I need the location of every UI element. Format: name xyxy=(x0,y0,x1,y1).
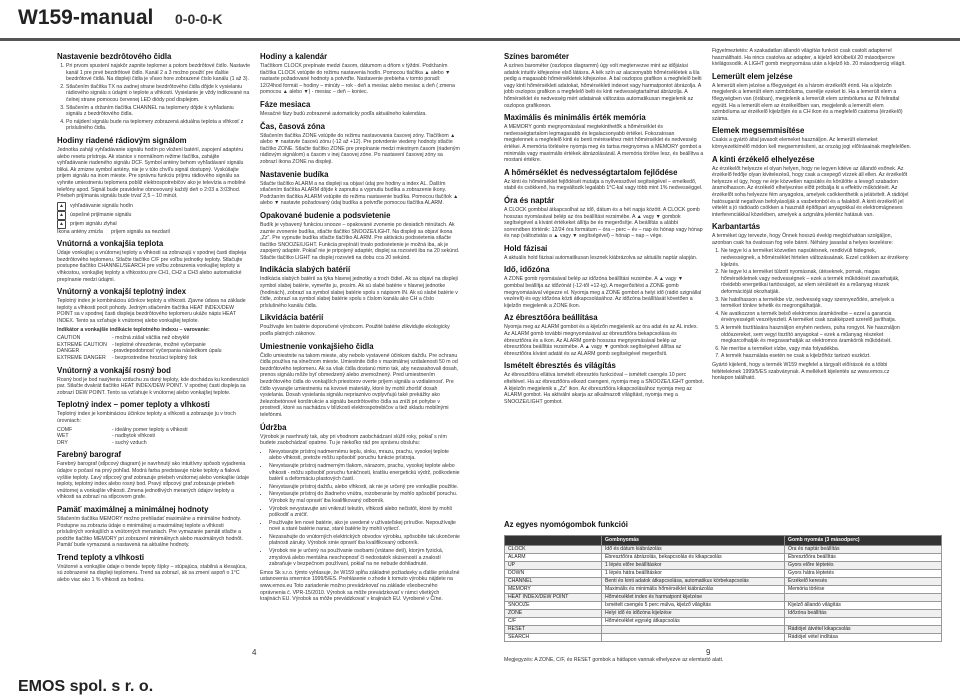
maintenance-hu-item: 1. Ne tegye ki a terméket közvetlen napsütésnek, rendkívüli hidegnek, nedvességnek, a hőmérséklet hirtelen változásaának. Ezzel csökken az érzékeny kijelzés. xyxy=(721,248,912,268)
warning-row xyxy=(57,342,250,349)
declaration-hu-text: Gyártó kijelenti, hogy a termék W159 megfelel a tárgyalt előírások és a többi feltételeknek 1999/5/ES szabványnak. A mellékelt kijelentés az www.emos.cz honlapon található. xyxy=(712,361,890,382)
table-cell: Ébresztőóra beállítás xyxy=(785,553,942,561)
table-cell: SEARCH xyxy=(505,633,602,641)
antenna-lost-icon: ▲ xyxy=(57,220,66,229)
heading-disposal: Likvidácia batérií xyxy=(260,313,324,323)
warning-desc: -pravdepodobnosť vyčerpania následkom úpalu xyxy=(112,348,222,355)
radio-clock-text: Jednotka zahájí vyhľadávanie signálu hodín po vložení batérií, zapojení adaptéru alebo resetu prístroja. Ak stanice v normálnom režime tlačítka, zahájite vyhľadávanie riadeného signálu DCF. Symbol antény behom vyhľadávaní signálu bliká. Ak zmizne symbol antény, nie je v túto chvíľu signál dostupný. Vyskúšajte prijem signálu na inom mieste. Pre správnu funkciu príjmu rádiového signálu sa vyhnite umiestneniu teplomera pobliž elektrospotrebičov ako je televízia a mobilné telefóny apod. Signál bude pravidelne obnovovaný každý deň o 2:03 a 3:03hod. Priebeh prijímania signálu bude trvať 2,5 – 10 minút. xyxy=(57,146,246,200)
snooze-text: Budík je vybavený funkciou snooze – opakované zvonenie po desiatich minútach. Ak zaznie zvonenie budíka, stlačte tlačítko SNOOZE/LIGHT. Na displeji sa objaví ikona „Zz". Pre vypnutie budíka stlačte tlačítko ALARM. Pre aktiváciu podsvietenia stlačte tlačítko SNOOZE/LIGHT. Funkcia prepínátí trvalo podsvietenie je možná iba, ak je zapojený adaptér. Pokiaľ nie je pripojený adaptér, displej sa rozsvieti iba na 20 sekúnd. Stlačte tlačítko LIGHT na displej rozsvieti na dobu cca 20 sekúnd. xyxy=(260,221,460,261)
dew-point-text: Rosný bod je bod nasýtenia vzduchu za daný teploty, kde dochádza ku kondenzácii par. Stlačte dvakrát tlačítko HEAT INDEX/DEW POINT. V spodnej časti displeja sa zobrazí DEW POINT. Tento sa vzťahuje k vnútornej alebo vonkajšej teplote. xyxy=(57,376,249,396)
maintenance-hu-item: 4. Ne avatkozzon a termék belső elektromos áramköreibe – ezzel a garancia érvényességét veszélyezteti. A terméket csak szakképzett szerelő javíthatja. xyxy=(721,311,912,324)
warning-row xyxy=(57,348,250,355)
table-cell: Ébresztőóra ábrázolás, bekapcsolás és kikapcsolás xyxy=(602,553,785,561)
maintenance-hu-item: 6. Ne merítse a terméket vízbe, vagy más folyadékba. xyxy=(721,346,912,353)
table-row xyxy=(505,593,942,601)
table-cell: RESET xyxy=(505,625,602,633)
table-row xyxy=(505,577,942,585)
manual-code: 0-0-0-K xyxy=(175,11,223,27)
comfort-desc: - suchý vzduch xyxy=(112,439,147,446)
warning-desc: - možná zášal väčšia než obvyklé xyxy=(112,335,190,342)
heading-alarm-hu: Az ébresztőóra beállítása xyxy=(504,313,598,323)
comfort-level: COMF xyxy=(57,426,73,433)
heading-barograph: Farebný barograf xyxy=(57,450,122,460)
table-cell: Óra és naptár beállítás xyxy=(785,545,942,553)
function-table xyxy=(504,535,942,642)
table-header-row xyxy=(505,536,942,546)
signal-legend-row xyxy=(57,229,250,236)
setup-step: 4. Po nájdení signálu bude na teplomery zobrazená aktuálna teplota a vlhkosť z príslušného čidla. xyxy=(66,119,250,132)
heading-low-battery-hu: Lemerült elem jelzése xyxy=(712,71,793,81)
table-row xyxy=(505,585,942,593)
heading-disposal-hu: Elemek megsemmisítése xyxy=(712,126,805,136)
low-battery-text: Indikácia slabých batérií sa týka hlavnej jednotky a troch čidiel. Ak sa objaví na displeji symbol slabej batérie, vymeňte ju, prosím. Ak sú slabé batérie v hlavnej jednotke (hodinách), zobrazí sa symbol slabej batérie spolu s nápisom IN. Ak sú slabé batérie v čidle, zobrazí sa symbol slabej batérie spolu s číslom kanálu ako CH a číslo príslušného kanálu čidla. xyxy=(260,276,458,309)
maintenance-hu-item: 7. A termék használata esetén ne csak a kijelzőhöz tartozó eszközt. xyxy=(721,353,912,360)
table-cell: UP xyxy=(505,561,602,569)
table-cell: Ismételt csengés 5 perc múlva, kijelző világítás xyxy=(602,601,785,609)
table-cell xyxy=(785,593,942,601)
antenna-success-icon: ▲ xyxy=(57,211,66,220)
column-3 xyxy=(504,48,704,407)
declaration-text: Emos Sk s.r.o. týmto vyhlasuje, že W159 spĺňa základné požiadavky a ďalšie príslušné ustanovenia smernice 1999/5/ES. Prehlásenie o zhode k tomuto výrobku nájdete na www.emos.eu Toto zariadenie možno prevádzkovať na základe všeobecného oprávnenia č. VPR-15/2010. Výrobok sa môže prevádzkovať v rámci všetkých krajinách EU. Výrobok sa môže prevádzkovať v krajinách EU. Vyrobené v Číne. xyxy=(260,569,460,603)
heading-temp-trend: A hőmérséklet és nedvességtartalom fejlődése xyxy=(504,167,678,177)
time-zone-hu-text: A ZONE gomb nyomásával belép az időzóna beállítási rezsimbe. A ▲ vagy ▼ gombbal beállítja az időzónát (-12-től +12-ig). A megerősítést a ZONE gomb megnyomásával végezze el. Nyomja meg a ZONE gombot a helyi idő (rádió szignállal vezérelt) és egy időzóna közti átkapcsolásához. Az időzóna beállítását követően a kijelzőn megjelenik a ZONE ikon. xyxy=(504,276,702,309)
table-cell: Gyors hátra léptetés xyxy=(785,569,942,577)
table-cell: Rádiójel átvétel kikapcsolás xyxy=(785,625,942,633)
maintenance-item: • Nevystavujte prístroj nadmerným tlakom, nárazom, prachu, vysokej teplote alebo vlhkosti - môžu spôsobiť poruchu funkčnosti, kratšiu energetickú výdrž, poškodenie batérií a deformáciu plastových častí. xyxy=(269,463,460,483)
warning-level: CAUTION xyxy=(57,335,81,342)
table-cell: Idő és dátum kiábrázolás xyxy=(602,545,785,553)
maintenance-hu-item: 2. Ne tegye ki a terméket túlzott nyomásnak, ütéseknek, pornak, magas hőmérsékletnek vagy nedvességnek – ezek a termék működését zavarhatják, rövidebb energetikai tartósságot, az elem sérülését és a műanyag részek deformációját okozhatják. xyxy=(721,269,912,295)
signal-legend-label: vyhľadávanie signálu hodín xyxy=(70,202,133,209)
heading-time-zone: Čas, časová zóna xyxy=(260,121,326,131)
table-cell: ALARM xyxy=(505,553,602,561)
signal-legend-row xyxy=(57,220,250,229)
heading-max-min-memory: Maximális és minimális érték memória xyxy=(504,113,646,123)
table-cell: 1 lépés előre beállításkor xyxy=(602,561,785,569)
heading-color-barometer: Színes barométer xyxy=(504,52,569,61)
table-cell: DOWN xyxy=(505,569,602,577)
comfort-level: WET xyxy=(57,433,69,440)
heading-trend: Trend teploty a vlhkosti xyxy=(57,552,145,562)
function-table-note: Megjegyzés: A ZONE, C/F, és RESET gombok a hátlapon vannak elhelyezve az elemtartó alatt. xyxy=(504,657,724,663)
maintenance-item: • Výrobok nevystavujte ani vniknutí tekutín, vlhkosti alebo nečistôt, ktoré by mohli poškodiť a zničiť. xyxy=(269,506,460,519)
maintenance-item: • Nevystavujte prístroj dažďu, alebo vlhkosti, ak nie je určený pre vonkajšie použitie. xyxy=(269,484,460,491)
heading-snooze-hu: Ismételt ébresztés és világítás xyxy=(504,361,616,371)
table-row xyxy=(505,617,942,625)
heading-clock-calendar: Hodiny a kalendár xyxy=(260,52,328,61)
manual-title: W159-manual xyxy=(18,6,154,29)
heading-maintenance: Údržba xyxy=(260,422,287,432)
alarm-hu-text: Nyomja meg az ALARM gombot és a kijelzőn megjelenik az óra adat és az AL index. Az ALARM gomb további megnyomásával az ébresztőóra bekapcsolása és ébresztőóra és a ikon. Az ALARM gomb hosszas megnyomásával belép az ébresztőóra beállítás rezsimébe. A ▲ vagy ▼ gombok segítségével állítsa az ébresztőóra kívánt adatát és az ALARM gomb segítségével megerősíti. xyxy=(504,324,698,357)
low-battery-hu-text: A lemerült elem jelzése a főegységet és a három érzékelőt érinti. Ha a kijelzőn megjelenik a lemerült elem szimbóluma, cserélje ezeket ki. Ha a lemerült elem a főegységben van (órában), megjelenik a lemerült elem szimbóluma az IN felirattal együtt. Ha a lemerült elem az érzékelőben van, megjelenik a lemerült elem szimbóluma az érzékelő kijelzőjén és a CH ikon és a megfelelő csatorna (érzékelő) száma. xyxy=(712,82,903,122)
column-2 xyxy=(260,48,460,605)
warning-desc: - teplotné ohrezdenie, možné vyčerpanie xyxy=(112,341,206,348)
heading-comfort-index: Teplotný index – pomer teploty a vlhkosti xyxy=(57,400,210,410)
table-cell: Gyors előre léptetés xyxy=(785,561,942,569)
maintenance-item: • Nezasahujte do vnútorných elektrických obvodov výrobku, spôsobíte tak ukončenie platnosti záruky. Výrobok smie opraviť iba kvalifikovaný odborník. xyxy=(269,534,460,547)
table-cell: Hőmérséklet egység átkapcsolás xyxy=(602,617,785,625)
table-cell: 1 lépés hátra beállításkor xyxy=(602,569,785,577)
maintenance-item: • Nevystavujte prístroj nadmernému teplu, slnku, mrazu, prachu, vysokej teplote alebo vlhkosti, pretože môžu spôsobiť poruchu funkcie prístroja. xyxy=(269,449,460,462)
disposal-hu-text: Csakis a gyártó által javasolt elemeket használjon. Az lemerült elemeket környezetkímélő módon kell megsemmisíteni, az ország jogi előírásainak megfelelően. xyxy=(712,137,911,150)
comfort-index-text: Teplotný index je kombináciou účinkov teploty a vlhkosti a zobrazuje ju v troch úrovniach: xyxy=(57,411,236,424)
moon-phase-text: Mesačné fázy budú zobrazené automaticky podľa aktuálneho kalendára. xyxy=(260,110,427,117)
warning-row xyxy=(57,355,250,362)
table-cell: Maximális és minimális hőmérséklet kiábrázolás xyxy=(602,585,785,593)
heading-clock-calendar-hu: Óra és naptár xyxy=(504,195,555,205)
heading-maintenance-hu: Karbantartás xyxy=(712,222,761,232)
signal-legend-label: príjem signálu sa nezdaril xyxy=(111,228,170,235)
comfort-row xyxy=(57,427,250,434)
table-cell: ZONE xyxy=(505,609,602,617)
table-cell: Hőmérséklet index és harmatpont kijelzése xyxy=(602,593,785,601)
signal-legend-row xyxy=(57,211,250,220)
maintenance-item: • Nevystavujte prístroj do žiadneho vnútra, rozoberanie by mohlo spôsobiť poruchu. Výrobok by mal opraviť iba kvalifikovaný odborník. xyxy=(269,491,460,504)
function-table-title: Az egyes nyomógombok funkciói xyxy=(504,520,628,529)
table-cell: Memória törlése xyxy=(785,585,942,593)
heading-temperature: Vnútorná a vonkajšia teplota xyxy=(57,239,164,249)
temperature-text: Údaje vonkajšej a vnútornej teploty a vlhkosti sa zobrazujú v spodnej časti displeja bezdrôtového teplomeru. Stlačte tlačítko C/F pre voľbu jednotky teploty. Stlačujte postupne tlačítko CHANNEL/SEARCH pre voľbu zobrazenia vonkajšej teploty a vlhkostou, vonkajšej teploty a vlhkostou pre CH1, CH2 a CH3 alebo automatické prepínanie medzi údajmi. xyxy=(57,250,247,283)
max-min-memory-text: A MEMORY gomb megnyomásával megtekinthetők a hőmérséklet és nedvességtartalom legmagasabb és legalacsonyabb értékei. Fokozatosan megjelennek a megfelelő kinti és benti mérésekhez mért hőmérséklet és nedvesség értékei. A memória törlésére nyomja meg és tartsa megnyomva a MEMORY gombot a minimális vagy maximális értékek ábrázolásánál. A memória törölve lesz, és beállítva a mostani értékre. xyxy=(504,124,704,164)
warning-note: Figyelmeztetés: A szakadatlan állandó világítás funkció csak csatolt adapterrel használtható. Ha nincs csatolva az adapter, a kijelző körülbelül 20 másodpercre kivilágosodik. A LIGHT gomb megnyomása után a kijelző kb. 20 másodpercig világít. xyxy=(712,48,906,68)
maintenance-hu-text: A terméket úgy tervezte, hogy Önnek hosszú évekig megbízhatóan szolgáljon, azonban csak ha óvatosan fog vele bánni. Néhány javaslat a helyes kezelésre: xyxy=(712,233,894,246)
alarm-text: Stlačte tlačítko ALARM a na displeji sa objaví údaj pre hodiny a index AL. Ďalším stlačením tlačítka ALARM dôjde k zapnutiu a vypnutiu budíka a zobrazenie ikony. Podržaním tlačítka ALARM vstúpite do režimu nastavenie budíka. Pomocou tlačítok ▲ alebo ▼ nastavte požadovaný údaj budíka a potvrďte pomocou tlačítka ALARM. xyxy=(260,180,459,207)
table-row xyxy=(505,553,942,561)
column-4 xyxy=(712,48,912,384)
heading-moon-phase: Fáze mesiaca xyxy=(260,99,311,109)
heading-time-zone-hu: Idő, időzóna xyxy=(504,265,550,275)
maintenance-list xyxy=(260,449,460,568)
comfort-level: DRY xyxy=(57,439,68,446)
column-1 xyxy=(57,48,250,586)
heading-sensor-setup: Nastavenie bezdrôtového čidla xyxy=(57,52,172,61)
heading-moon-phase-hu: Hold fázisai xyxy=(504,243,548,253)
table-header xyxy=(505,536,602,546)
warning-desc: - bezprostredne hrozíaci teplotný šok xyxy=(112,355,198,361)
heading-memory: Pamäť maximálnej a minimálnej hodnoty xyxy=(57,504,209,514)
sensor-placement-text: Čidlo umiestnite na takom mieste, aby nebolo vystavené účinkom dažďu. Pre ochranu čidla používa na slnečnom mieste. Umiestnite čidlo v maximálnej vzdialenosti 50 m od bezdrôtového teplomeru. Ak sa však čidla dostanú mimo tak, aby nezasahovali dosah, prenos signálu môže byť obmedzený alebo znemožnený. Pred umiestnením bezdrôtového čidla do vonkajších priestorov overte príjem signálu a vzdialenosť. Pre čidlo vyvarujte umiestneniu na kovové materiály, ktoré by mohli zhoršiť dosah vysielania. Dosah vysielania signálu nepriaznivo ovplyvňujú také prekážky ako železobetónové konštrukcie a signálu bezdrôtového čidla sa zníži pri pohybe v prostredí, ktoré sa nachádza v blízkosti elektrospotrebičov a tiež skladu mobilnými telefónmi. xyxy=(260,352,459,418)
heading-sensor-placement: Umiestnenie vonkajšieho čidla xyxy=(260,341,374,351)
page-number-left: 4 xyxy=(252,648,257,657)
comfort-row xyxy=(57,433,250,440)
comfort-desc: - nadbytok vlhkosti xyxy=(112,433,155,440)
barograph-text: Farebný barograf (stĺpcový diagram) je navrhnutý ako intuitívny spôsob vyjadrenia údajov o počasí na prvý pohľad. Modrá farba predstavuje nízke teploty a fialová vyššie teploty. Ľavý stĺpcový graf zobrazuje priebeh vnútornej alebo vonkajšie údaje teploty, teplotný index alebo rosný bod. Pravý stĺpcový graf zobrazuje priebeh vnútornej a vonkajšie vlhkosti. Zmena jednotlivých meraných údajov teploty a vlhkosti sa zobrazí na stĺpcovom grafe. xyxy=(57,461,249,501)
heading-heat-index: Vnútorný a vonkajší teplotný index xyxy=(57,287,187,297)
memory-text: Stlačením tlačítka MEMORY možno prehliadať maximálne a minimálne hodnoty. Postupne sa zobrazia údaje o minimálnej a maximálnej teplote a vlhkosti príslušných vonkajších a vnútorných meraniach. Pre vymazanie pamäti stlačte a podržte tlačítko MEMORY pri zobrazení minimálnych alebo maximálnych hodnôt. Pamäť bude vymazaná a nastavená na aktuálne hodnoty. xyxy=(57,515,244,549)
heat-index-warning-title: Indikátor a vonkajšie indikácie teplotného indexu – varovanie: xyxy=(57,326,210,333)
table-cell: CLOCK xyxy=(505,545,602,553)
setup-step: 2. Stlačením tlačítka TX na zadnej strane bezdrôtového čidla dôjde k vysielaniu rádiového signálu s údajmi o teplote a vlhkosti. Vysielanie je vždy indikované na čelnej strane pomocou červenej LED diódy pod displejom. xyxy=(66,84,250,104)
trend-text: Vnútorné a vonkajšie údaje o trende tepoty šípky – stúpajúca, stabilná a klesajúca, sú zobrazené na displeji teplomeru. Trend sa zobrazí, ak sa zmení aspoň o 1°C alebo viac ako 1 % vlhkosti za hodinu. xyxy=(57,563,247,584)
warning-level: EXTREME DANGER xyxy=(57,355,106,361)
table-cell xyxy=(602,633,785,641)
maintenance-item: • Používajte len nové batérie, ako je uvedené v užívateľskej príručke. Nepoužívajte nové a staré batérie naraz, staré batérie by mohli vytiecť. xyxy=(269,520,460,533)
warning-row xyxy=(57,335,250,342)
table-cell: SNOOZE xyxy=(505,601,602,609)
setup-step: 1. Pri prvom spustení najskôr zapnite teplomer a potom bezdrôtové čidlo. Nastavte kanál 1 pre prvé bezdrôtové čidlo. Kanál 2 a 3 možno použiť pre ďalšie bezdrôtové čidlá. Na displeji čidla je vľavo hore zobrazené číslo kanálu (1 až 3). xyxy=(66,63,250,83)
table-row xyxy=(505,561,942,569)
heading-low-battery: Indikácia slabých batérií xyxy=(260,265,351,275)
signal-legend-label: prijem signálu zlyhal xyxy=(70,220,117,227)
setup-step: 3. Stlačením a držaním tlačítka CHANNEL na teplomery dôjde k vyhľadaniu signálu z bezdrôtového čidla. xyxy=(66,105,250,118)
table-row xyxy=(505,569,942,577)
table-cell: MEMORY xyxy=(505,585,602,593)
maintenance-hu-item: 3. Ne hatolhasson a termékbe víz, nedvesség vagy szennyeződés, amelyek a terméket tönkre tehetik és megrongálhatják. xyxy=(721,297,912,310)
maintenance-hu-item: 5. A termék tisztítására használjon enyhén nedves, puha rongyot. Ne használjon oldószereket, sem vegyi tisztító anyagokat – ezek a műanyag részeket megkarcolhatják és megzavarhatják az elektromos áramkörök működését. xyxy=(721,325,912,345)
heading-radio-clock: Hodiny riadené rádiovým signálom xyxy=(57,135,187,145)
disposal-text: Používajte len batérie doporučené výrobcom. Použité batérie zlikvidujte ekologicky podľa platných zákonov. xyxy=(260,324,450,338)
table-header: Gomb nyomás (3 másodperc) xyxy=(785,536,942,546)
heading-snooze: Opakované budenie a podsvietenie xyxy=(260,210,391,220)
color-barometer-text: A színes barométer (oszlopos diagramm) úgy volt megtervezve mint az időjárási adatok intuitív kifejezése első látásra. A kék szín az alacsonyabb hőmérsékletek a lila pedig a magasabb hőmérsékletek kifejezése. A bal oszlopos grafikon a megfelelő belti vagy kinti hőmérsékleti adatokat, hőmérsékleti indexet vagy harmatpontot ábrázolja. A jobb oszlopos grafikon a megfelelő belti és kinti nedvességtartalmat ábrázolja. A hőmérséklet és nedvesség mért adatainak változása automatikusan megjelenik az oszlopos grafikonon. xyxy=(504,63,702,109)
sensor-placement-hu-text: Az érzékelőt helyezze el olyan helyen, hogy ne legyen kitéve az állandó esőnek. Az érzékelő fedője olyan kivitelezésű, hogy csak a csepegő vízzek áll ellen. Az érzékelőt helyezze el úgy, hogy ne érje közvetlen napsütés és körülötte a levegő szabadon áramolhasson. Az érzékelő elhelyezése előtt próbálja ki a effektív működését. Az érzékelőt soha helyezze fém anyagokra, amelyek csökkenthetik a jelátvitelt. A rádiójel hatósugarát negatívan befolyásolják a vasbetonból és a falakból. A kinti érzékelő jel vételét a jó rádióadó csökken a használt építőipari anyagokkal és elektromágneses interferenciákkal közelében, amelyek a szignálra jelentéz hatásuk van. xyxy=(712,165,909,218)
table-cell: Rádiójel vétel indítása xyxy=(785,633,942,641)
signal-legend-label: úspešné prijímanie signálu xyxy=(70,211,132,218)
table-row xyxy=(505,609,942,617)
table-cell: Időzóna beállítás xyxy=(785,609,942,617)
maintenance-item: • Výrobok nie je určený na používanie osobami (vrátane detí), ktorým fyzická, zmyslová alebo mentálna neschopnosť či nedostatok skúseností a znalostí zabraňuje v bezpečnom používaní, pokiaľ na ne nebude dohliadnuté. xyxy=(269,548,460,568)
clock-calendar-text: Tlačítkom CLOCK prepínate medzi časom, dátumom a dňom v týždni. Podržaním tlačítka CLOCK vstúpite do režimu nastavenia hodín. Pomocou tlačítka ▲ alebo ▼ nastavte požadované hodnoty a potvrďte. Nastavenie prebieha v tomto poradí: 12/24hod formát – hodiny – minúty – rok - deň a mesiac alebo mesiac a deň ( zmena pomocou ▲ alebo ▼) - mesiac – deň – koniec. xyxy=(260,63,455,96)
warning-level: DANGER xyxy=(57,348,80,355)
setup-steps xyxy=(57,63,250,132)
heading-alarm: Nastavenie budíka xyxy=(260,169,329,179)
clock-calendar-hu-text: A CLOCK gombbal átkapcsolhat az idő, dátum és a hét napja között. A CLOCK gomb hosszas nyomásával belép az óra beállítási rezsimébe. A ▲ vagy ▼ gombok segítségével a kívánt értékeket állítja be és megerősítje. A beállítás a alábbi sorrendben történik: 12/24 óra formátum – óra – perc – év – nap és hónap vagy hónap és nap (változtatás a ▲ vagy ▼ segítségével) – hónap – nap – vége. xyxy=(504,206,703,240)
time-zone-text: Stlačením tlačítka ZONE vstúpite do režimu nastavovania časovej zóny. Tlačítkom ▲ alebo ▼ nastavte časovú zónu (-12 až +12). Pre potvrdenie viedeny hodnoty stlačte tlačítko ZONE. Stlačte tlačítko ZONE pre prepínanie medzi miestnym časom (riadeným rádiovým signálom) a časom v inej časovej zóne. Po nastavení časovej zóny sa zobrazí ikona ZONE na displeji. xyxy=(260,132,460,165)
signal-legend-row xyxy=(57,202,250,211)
snooze-hu-text: Az ébresztőóra ellátva ismételt ébresztés funkcióval – ismételt csengés 10 perc elteltével. Ha az ébresztőóra elkezd csengeni, nyomja meg a SNOOZE/LIGHT gombot. A kijelzőn megjelenik a „Zz" ikon. Az ébresztőóra kikapcsolásához nyomja meg az ALARM gombot. Ha aktiválni akarja az alkalmazott világítást, nyomja meg a SNOOZE/LIGHT gombot. xyxy=(504,372,705,405)
heading-dew-point: Vnútorný a vonkajší rosný bod xyxy=(57,365,171,375)
table-cell xyxy=(602,625,785,633)
page-header xyxy=(0,0,960,41)
signal-legend-label: Ikona antény zmizla xyxy=(57,228,103,235)
heading-sensor-placement-hu: A kinti érzékelő elhelyezése xyxy=(712,154,815,164)
maintenance-text: Výrobok je navrhnutý tak, aby pri vhodnom zaobchádzaní slúžil roky, pokiaľ s ním budete zaobchádzať opatrne. Tu je niekoľko rád pre správnu obsluhu: xyxy=(260,433,447,447)
table-row xyxy=(505,601,942,609)
comfort-desc: - ideálny pomer teploty a vlhkosti xyxy=(112,426,188,433)
temp-trend-text: Az kinti és hőmérséklet fejlődését mutatja a nyílvesszővel segítségével – emelkedő, stabil és csökkenő, ha megváltozik legalább 1°C-kal vagy több mint 1% nedvességgel. xyxy=(504,178,703,192)
table-cell: Benti és kinti adatok átkapcsolása, automatikus körbekapcsolás xyxy=(602,577,785,585)
company-name: EMOS spol. s r. o. xyxy=(18,678,154,695)
table-cell xyxy=(785,617,942,625)
table-header: Gombnyomás xyxy=(602,536,785,546)
moon-phase-hu-text: A aktuális hold fázisai automatikusan lesznek kiábrázolva az aktuális naptár alapján. xyxy=(504,254,698,261)
table-cell: Helyi idő és időzóna kijelzése xyxy=(602,609,785,617)
table-cell: CHANNEL xyxy=(505,577,602,585)
page-number-right: 9 xyxy=(706,648,711,657)
table-cell: Érzékelő keresés xyxy=(785,577,942,585)
comfort-row xyxy=(57,440,250,447)
antenna-searching-icon: ▲ xyxy=(57,202,66,211)
table-cell: HEAT INDEX/DEW POINT xyxy=(505,593,602,601)
maintenance-hu-list xyxy=(712,248,912,360)
table-row xyxy=(505,545,942,553)
table-row xyxy=(505,633,942,641)
heat-index-text: Teplotný index je kombináciou účinkov teploty a vlhkosti. Zjavne údava na základe teploty a vlhkosti pocit pohody. Jedným stlačením tlačítka HEAT INDEX/DEW POINT sa v spodnej časti displeja bezdrôtového teplomeru ukáže nápis HEAT INDEX. Tento sa vzťahuje k vnútornej alebo vonkajšej teplote. xyxy=(57,298,246,325)
table-row xyxy=(505,625,942,633)
table-cell: C/F xyxy=(505,617,602,625)
warning-level: EXTREME CAUTION xyxy=(57,341,107,348)
table-cell: Kijelző állandó világítás xyxy=(785,601,942,609)
